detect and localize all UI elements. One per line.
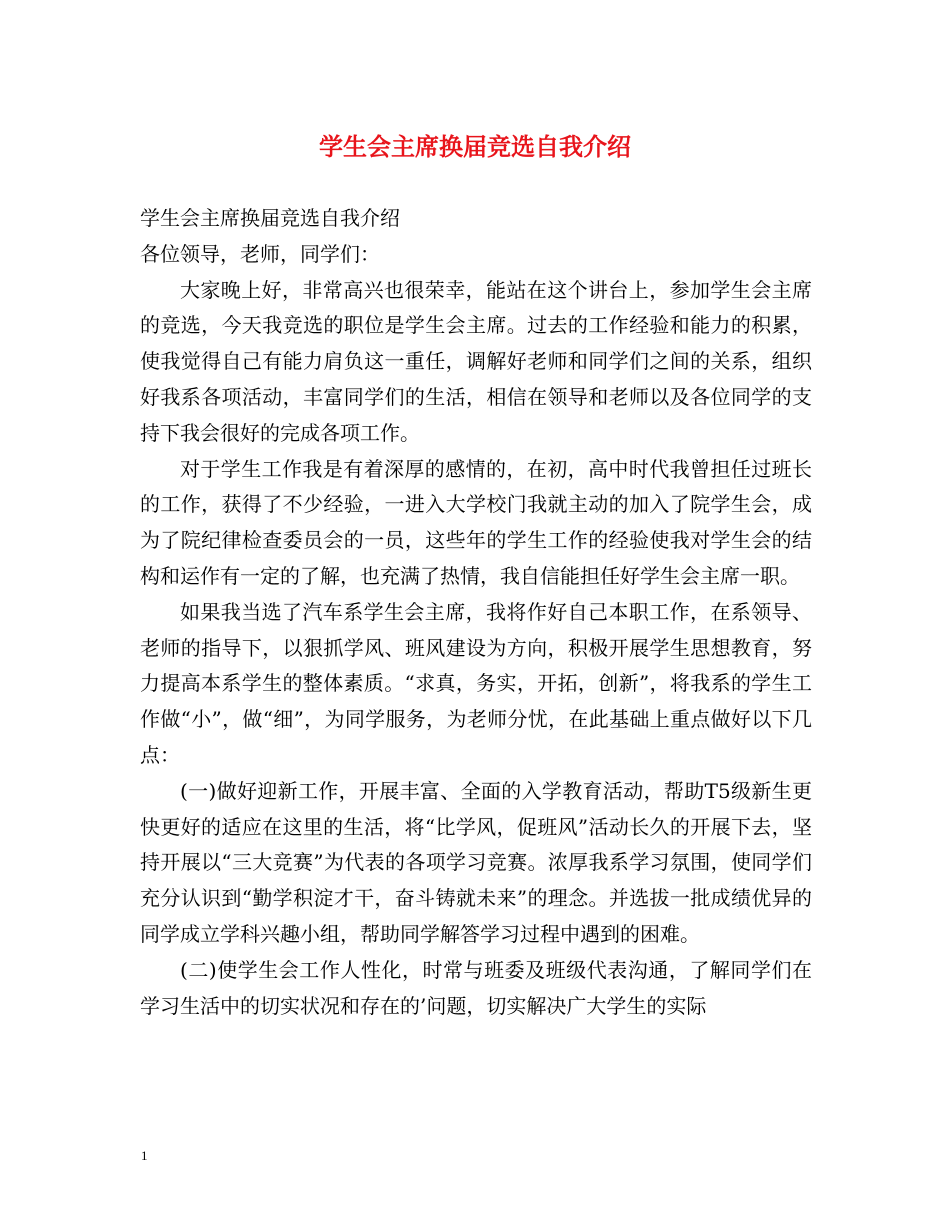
page-number: 1: [141, 1148, 148, 1163]
paragraph: 大家晚上好，非常高兴也很荣幸，能站在这个讲台上，参加学生会主席的竞选，今天我竞选的职位是学生会主席。过去的工作经验和能力的积累，使我觉得自己有能力肩负这一重任，调解好老师和同学们之间的关系，组织好我系各项活动，丰富同学们的生活，相信在领导和老师以及各位同学的支持下我会很好的完成各项工作。: [140, 277, 812, 445]
document-title: 学生会主席换届竞选自我介绍: [319, 132, 631, 161]
paragraph: 对于学生工作我是有着深厚的感情的，在初，高中时代我曾担任过班长的工作，获得了不少经验，一进入大学校门我就主动的加入了院学生会，成为了院纪律检查委员会的一员，这些年的学生工作的经验使我对学生会的结构和运作有一定的了解，也充满了热情，我自信能担任好学生会主席一职。: [140, 456, 812, 588]
body-heading: 学生会主席换届竞选自我介绍: [140, 206, 400, 230]
paragraph: (二)使学生会工作人性化，时常与班委及班级代表沟通，了解同学们在学习生活中的切实状况和存在的’问题，切实解决广大学生的实际: [140, 957, 812, 1018]
paragraph: 如果我当选了汽车系学生会主席，我将作好自己本职工作，在系领导、老师的指导下，以狠抓学风、班风建设为方向，积极开展学生思想教育，努力提高本系学生的整体素质。“求真，务实，开拓，创新”，将我系的学生工作做“小”，做“细”，为同学服务，为老师分忧，在此基础上重点做好以下几点：: [140, 599, 812, 767]
paragraph: (一)做好迎新工作，开展丰富、全面的入学教育活动，帮助T5级新生更快更好的适应在这里的生活，将“比学风，促班风”活动长久的开展下去，坚持开展以“三大竞赛”为代表的各项学习竞赛。浓厚我系学习氛围，使同学们充分认识到“勤学积淀才干，奋斗铸就未来”的理念。并选拔一批成绩优异的同学成立学科兴趣小组，帮助同学解答学习过程中遇到的困难。: [140, 778, 812, 946]
salutation: 各位领导，老师，同学们：: [140, 241, 380, 266]
document-body: [140, 201, 812, 1024]
